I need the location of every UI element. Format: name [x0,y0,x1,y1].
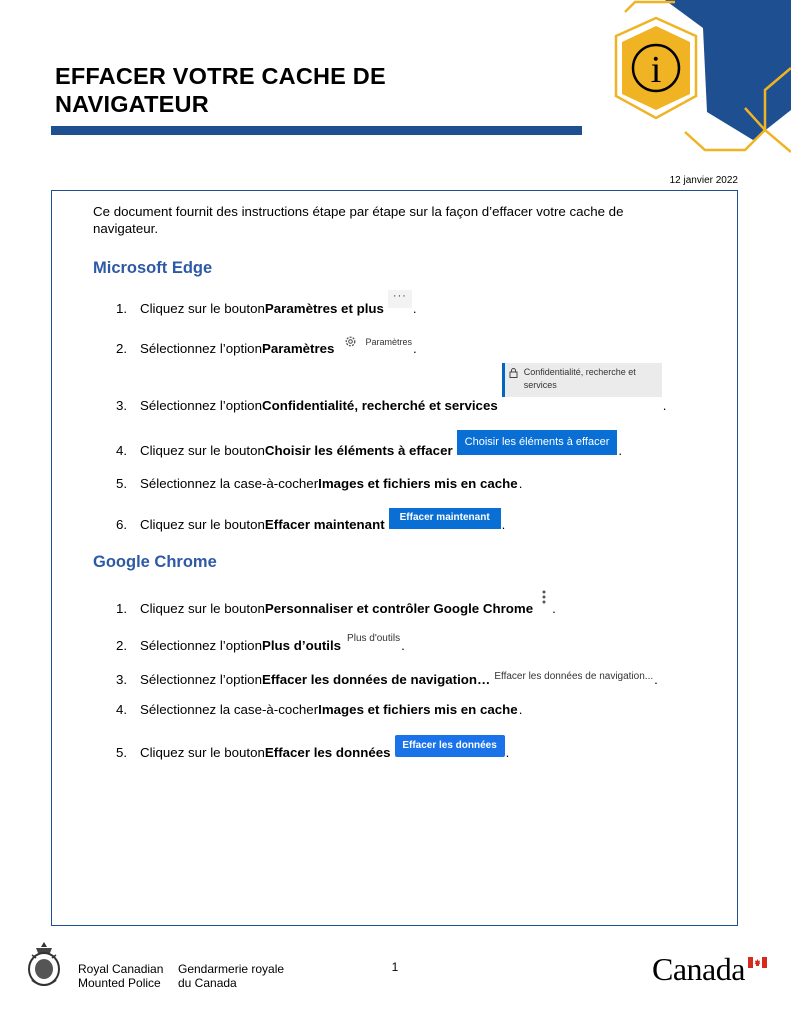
chrome-step-1: 1. Cliquez sur le bouton Personnaliser et contrôler Google Chrome . [116,592,556,616]
info-icon [595,0,791,170]
title-line-1: EFFACER VOTRE CACHE DE [55,63,386,89]
rcmp-crest-icon [24,940,64,990]
org-name-en: Royal Canadian Mounted Police [78,962,164,990]
title-underline [51,126,582,135]
privacy-menu-item: Confidentialité, recherche et services [502,363,662,397]
more-tools-menu-item: Plus d'outils [347,633,401,644]
page-title [55,62,386,118]
canada-wordmark: Canada [652,951,745,987]
edge-step-5: 5. Sélectionnez la case-à-cocher Images et fichiers mis en cache . [116,476,523,491]
document-date: 12 janvier 2022 [669,175,738,186]
clear-browsing-data-menu-item: Effacer les données de navigation... [494,671,654,682]
edge-step-6: 6. Cliquez sur le bouton Effacer maintenant Effacer maintenant . [116,508,505,532]
edge-step-3: 3. Sélectionnez l’option Confidentialité, recherché et services Confidentialité, recherche et services . [116,389,666,413]
chrome-step-2: 2. Sélectionnez l’option Plus d’outils Plus d'outils . [116,633,405,653]
gear-icon [344,335,357,348]
svg-text:i: i [650,49,662,91]
choose-items-button: Choisir les éléments à effacer [457,430,618,455]
edge-step-4: 4. Cliquez sur le bouton Choisir les éléments à effacer Choisir les éléments à effacer . [116,434,622,458]
edge-heading: Microsoft Edge [93,259,213,277]
canada-flag-icon [748,957,767,968]
clear-now-button: Effacer maintenant [389,508,501,529]
edge-step-2: 2. Sélectionnez l’option Paramètres Paramètres . [116,336,417,356]
chrome-step-3: 3. Sélectionnez l’option Effacer les données de navigation… Effacer les données de navigation... . [116,671,658,687]
settings-menu-item: Paramètres [338,335,412,348]
chrome-heading: Google Chrome [93,553,217,571]
more-options-icon: ··· [388,290,412,308]
intro-paragraph: Ce document fournit des instructions étape par étape sur la façon d’effacer votre cache de navigateur. [93,204,624,236]
clear-data-button: Effacer les données [395,735,505,757]
title-line-2: NAVIGATEUR [55,91,209,117]
edge-step-1: 1. Cliquez sur le bouton Paramètres et plus ··· . [116,290,417,316]
org-name-fr: Gendarmerie royale du Canada [178,962,285,990]
content-box [51,190,738,926]
chrome-step-5: 5. Cliquez sur le bouton Effacer les données Effacer les données . [116,736,509,760]
chrome-step-4: 4. Sélectionnez la case-à-cocher Images et fichiers mis en cache . [116,702,523,717]
kebab-menu-icon [537,588,551,610]
page-number: 1 [391,960,399,974]
lock-icon [509,368,518,378]
